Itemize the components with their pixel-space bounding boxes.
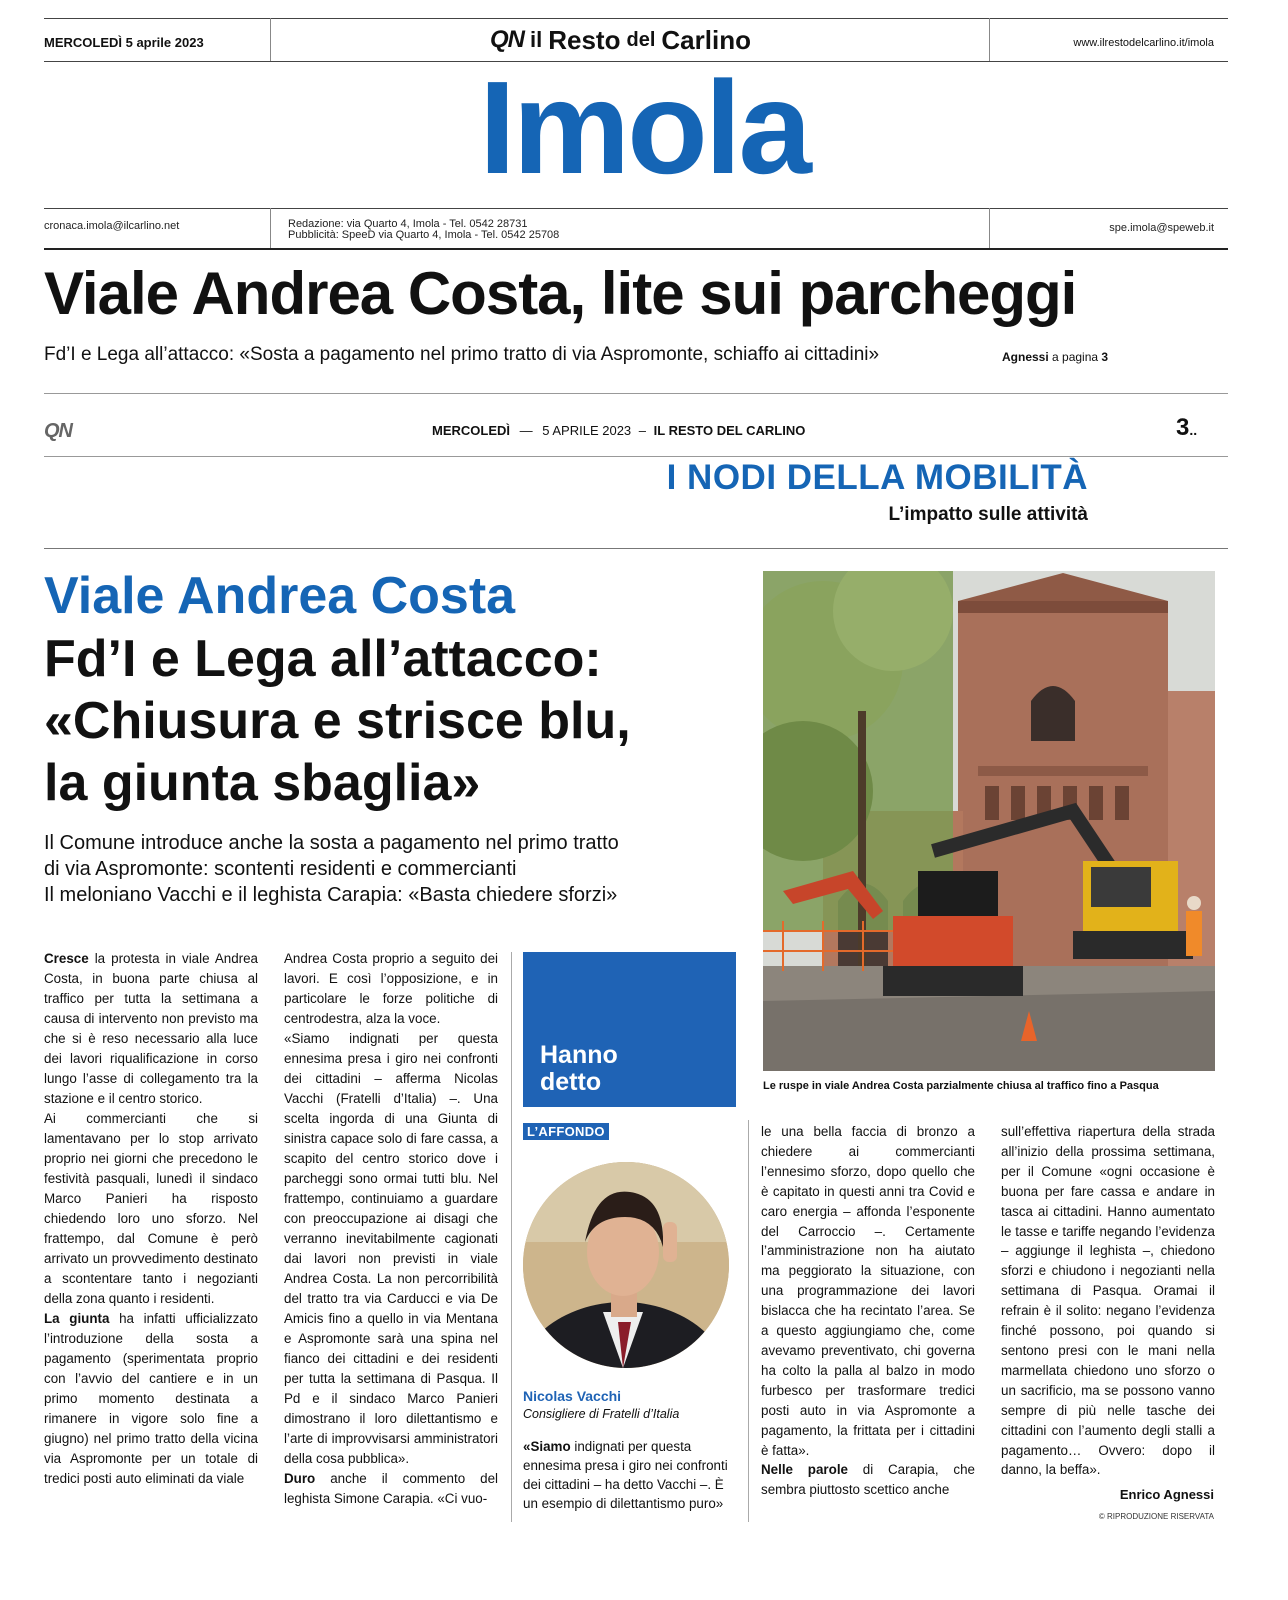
quote-text: indignati per questa ennesima presa i giro nei confronti dei cittadini – ha detto Vacchi –. È un esempio di dilettantismo puro» xyxy=(523,1439,728,1511)
dateline-sep: — xyxy=(519,423,533,438)
article-column-5 xyxy=(1001,1122,1215,1480)
article-photo[interactable] xyxy=(763,571,1215,1071)
photo-caption: Le ruspe in viale Andrea Costa parzialmente chiusa al traffico fino a Pasqua xyxy=(763,1080,1159,1092)
quote-lead: «Siamo xyxy=(523,1439,571,1454)
lead-la-giunta: La giunta xyxy=(44,1311,110,1326)
email-pubblicita[interactable]: spe.imola@speweb.it xyxy=(1109,222,1214,234)
speaker-quote xyxy=(523,1437,728,1513)
col2-para-2: «Siamo indignati per questa ennesima presa i giro nei confronti dei cittadini – afferma Nicolas Vacchi (Fratelli d’Italia) –. Una scelta ingorda di una Giunta di sinistra capace solo di fare cassa, a scapito del centro storico dove i parcheggi sono ormai tutti blu. Nel frattempo, continuiamo a guardare con preoccupazione ai disagi che verranno inevitabilmente cagionati dai lavori non previsti in viale Andrea Costa. La non percorribilità del tratto tra via Carducci e via De Amicis fino a quello in via Mentana e Aspromonte sarà una spina nel fianco dei cittadini e dei residenti per tutta la settimana di Pasqua. Il Pd e il sindaco Marco Panieri dimostrano il loro dilettantismo e l’arte di improvvisarsi amministratori della cosa pubblica». xyxy=(284,1031,498,1466)
col1-para-2: Ai commercianti che si lamentavano per lo stop arrivato proprio nei giorni che precedono le festività pasquali, lunedì il sindaco Marco Panieri ha risposto chiedendo loro uno sforzo. Nel frattempo, dal Comune è però arrivato un provvedimento destinato a scontentare tanto i negozianti della zona quanto i residenti. xyxy=(44,1111,258,1306)
article-kicker: Viale Andrea Costa xyxy=(44,567,516,625)
lead-nelle-parole: Nelle parole xyxy=(761,1462,848,1478)
brand-prefix: il xyxy=(530,27,543,52)
dateline-date: 5 APRILE 2023 xyxy=(542,423,632,438)
newspaper-logo[interactable] xyxy=(490,22,751,58)
ref-text: a pagina xyxy=(1052,350,1099,364)
hanno-detto-box xyxy=(523,952,736,1107)
article-summary xyxy=(44,830,619,908)
page-number: 3.. xyxy=(1176,414,1198,441)
construction-photo-illustration xyxy=(763,571,1215,1071)
city-title: Imola xyxy=(479,54,809,201)
pubblicita-info: Pubblicità: SpeeD via Quarto 4, Imola - Tel. 0542 25708 xyxy=(288,229,560,241)
brand-del: del xyxy=(626,28,656,51)
website-link[interactable]: www.ilrestodelcarlino.it/imola xyxy=(1073,37,1214,49)
summary-line-2: di via Aspromonte: scontenti residenti e commercianti xyxy=(44,858,517,880)
page-dateline xyxy=(432,423,805,438)
col5-para-1: sull’effettiva riapertura della strada all’inizio della prossima settimana, per il Comune «ogni occasione è buona per fare cassa e andare in tasca ai cittadini. Hanno aumentato le tasse e tariffe negando l’evidenza – aggiunge il leghista –, chiedono sforzi e chiudono i negozianti nella settimana di Pasqua. Oramai il refrain è il solito: negano l’evidenza finché possono, poi quando si sentono presi con le mani nella marmellata chiedono uno sforzo o un sacrificio, ma se possono vanno sempre di più nelle tasche dei cittadini con l’aumento degli stalli a pagamento… Ovvero: dopo il danno, la beffa». xyxy=(1001,1124,1215,1478)
article-column-4 xyxy=(761,1122,975,1500)
article-headline[interactable] xyxy=(44,628,631,814)
col4-para-2: di Carapia, che sembra piuttosto scettico anche xyxy=(761,1462,975,1498)
copyright-notice: © RIPRODUZIONE RISERVATA xyxy=(1098,1512,1214,1521)
summary-line-1: Il Comune introduce anche la sosta a pagamento nel primo tratto xyxy=(44,832,619,854)
lead-duro: Duro xyxy=(284,1471,316,1486)
dateline-paper: IL RESTO DEL CARLINO xyxy=(653,423,806,438)
headline-line-2: «Chiusura e strisce blu, xyxy=(44,692,631,750)
speaker-name: Nicolas Vacchi xyxy=(523,1388,622,1404)
redazione-info: Redazione: via Quarto 4, Imola - Tel. 0542 28731 xyxy=(288,218,528,230)
col1-para-1: la protesta in viale Andrea Costa, in buona parte chiusa al traffico per tutta la settimana a causa di intervento non previsto ma che si è reso necessario alla luce dei lavori riqualificazione in corso lungo l’asse di collegamento tra la stazione e il centro storico. xyxy=(44,951,258,1106)
affondo-tag: L’AFFONDO xyxy=(523,1123,609,1140)
article-column-2 xyxy=(284,949,498,1509)
edition-date: MERCOLEDÌ 5 aprile 2023 xyxy=(44,35,204,50)
col1-para-3: ha infatti ufficializzato l’introduzione della sosta a pagamento (sperimentata proprio con l’avvio del cantiere e in un primo momento destinata a rimanere in vigore solo fine a giugno) nel primo tratto della vicina via Aspromonte per un totale di tredici posti auto eliminati da viale xyxy=(44,1311,258,1486)
front-subtitle: Fd’I e Lega all’attacco: «Sosta a pagamento nel primo tratto di via Aspromonte, schiaffo ai cittadini» xyxy=(44,344,880,365)
ref-author: Agnessi xyxy=(1002,350,1049,364)
section-subtitle: L’impatto sulle attività xyxy=(888,504,1088,525)
front-headline[interactable]: Viale Andrea Costa, lite sui parcheggi xyxy=(44,260,1077,327)
qn-logo: QN xyxy=(490,26,524,53)
speaker-role: Consigliere di Fratelli d’Italia xyxy=(523,1407,680,1421)
col4-para-1: le una bella faccia di bronzo a chiedere ai commercianti l’ennesimo sforzo, dopo quello che è capitato in questi anni tra Covid e caro energia – affonda l’esponente del Carroccio –. Certamente l’amministrazione non ha aiutato ma peggiorato la situazione, con una programmazione dei lavori bislacca che ha recintato l’area. Se a questo aggiungiamo che, come avevamo preventivato, chi governa ha colto la palla al balzo in modo furbesco per trasformare tredici posti auto in via Aspromonte a pagamento, la frittata per i cittadini è fatta». xyxy=(761,1124,975,1458)
author-name: Enrico Agnessi xyxy=(1119,1487,1214,1502)
section-title: I NODI DELLA MOBILITÀ xyxy=(666,458,1088,497)
headline-line-3: la giunta sbaglia» xyxy=(44,754,481,812)
email-cronaca[interactable]: cronaca.imola@ilcarlino.net xyxy=(44,220,180,232)
brand-carlino: Carlino xyxy=(661,24,751,55)
col2-para-1: Andrea Costa proprio a seguito dei lavori. E così l’opposizione, e in particolare le forze politiche di centrodestra, alza la voce. xyxy=(284,951,498,1026)
page-reference[interactable] xyxy=(1002,350,1108,364)
box-line-1: Hanno xyxy=(540,1041,618,1069)
col2-para-3: anche il commento del leghista Simone Carapia. «Ci vuo- xyxy=(284,1471,498,1506)
dateline-sep2: – xyxy=(638,423,647,438)
person-portrait-icon xyxy=(523,1162,729,1368)
lead-cresce: Cresce xyxy=(44,951,89,966)
summary-line-3: Il meloniano Vacchi e il leghista Carapia: «Basta chiedere sforzi» xyxy=(44,884,618,906)
qn-small-logo: QN xyxy=(44,420,72,442)
ref-page: 3 xyxy=(1101,350,1109,364)
dateline-day: MERCOLEDÌ xyxy=(432,423,510,438)
brand-resto: Resto xyxy=(548,24,621,55)
portrait-avatar[interactable] xyxy=(523,1162,729,1368)
article-column-1 xyxy=(44,949,258,1489)
box-line-2: detto xyxy=(540,1068,602,1096)
headline-line-1: Fd’I e Lega all’attacco: xyxy=(44,630,602,688)
